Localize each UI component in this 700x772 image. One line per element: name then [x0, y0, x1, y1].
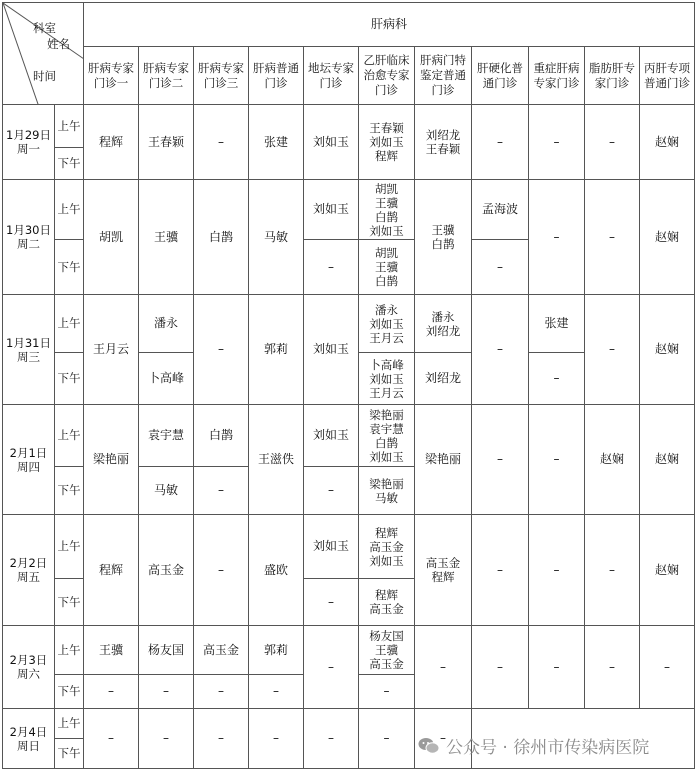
schedule-cell: –	[529, 626, 585, 709]
clinic-header: 地坛专家门诊	[304, 47, 359, 105]
corner-diagonals	[3, 3, 84, 105]
day-label: 2月3日 周六	[3, 626, 55, 709]
schedule-cell: 王春颖	[139, 105, 194, 180]
schedule-cell: 白鹊	[194, 180, 249, 295]
schedule-cell: 高玉金	[139, 515, 194, 626]
schedule-cell: 袁宇慧	[139, 405, 194, 467]
corner-time-label: 时间	[33, 69, 56, 83]
schedule-cell: 赵娴	[640, 515, 695, 626]
schedule-cell: –	[529, 180, 585, 295]
schedule-cell: –	[304, 240, 359, 295]
schedule-cell: 赵娴	[640, 105, 695, 180]
schedule-cell: 张建	[249, 105, 304, 180]
department-header: 肝病科	[84, 3, 695, 47]
schedule-cell: –	[415, 709, 472, 769]
schedule-cell: 郭莉	[249, 295, 304, 405]
schedule-cell: –	[139, 709, 194, 769]
schedule-cell: 梁艳丽 马敏	[359, 467, 415, 515]
schedule-cell: 赵娴	[585, 405, 640, 515]
schedule-cell: 王骥 白鹊	[415, 180, 472, 295]
schedule-cell: 刘绍龙 王春颖	[415, 105, 472, 180]
schedule-cell: 马敏	[139, 467, 194, 515]
schedule-cell: –	[304, 626, 359, 709]
schedule-cell: 王滋佚	[249, 405, 304, 515]
schedule-cell: –	[472, 626, 529, 709]
corner-name-label: 姓名	[47, 37, 70, 51]
schedule-cell: 赵娴	[640, 180, 695, 295]
clinic-header: 肝硬化普通门诊	[472, 47, 529, 105]
schedule-cell: –	[194, 515, 249, 626]
clinic-header: 肝病专家门诊二	[139, 47, 194, 105]
period-pm: 下午	[55, 467, 84, 515]
schedule-cell: –	[585, 295, 640, 405]
schedule-cell: 胡凯	[84, 180, 139, 295]
schedule-cell: –	[640, 626, 695, 709]
schedule-cell: –	[84, 675, 139, 709]
day-label: 2月1日 周四	[3, 405, 55, 515]
day-label: 2月2日 周五	[3, 515, 55, 626]
schedule-cell: –	[304, 709, 359, 769]
schedule-cell: –	[249, 709, 304, 769]
schedule-cell: –	[359, 675, 415, 709]
schedule-cell: 程辉 高玉金	[359, 579, 415, 626]
schedule-cell: –	[472, 405, 529, 515]
period-pm: 下午	[55, 240, 84, 295]
schedule-cell: –	[194, 675, 249, 709]
schedule-cell: –	[415, 626, 472, 709]
day-label: 1月30日 周二	[3, 180, 55, 295]
schedule-cell: 潘永 刘如玉 王月云	[359, 295, 415, 353]
schedule-cell: –	[585, 626, 640, 709]
period-am: 上午	[55, 405, 84, 467]
schedule-cell: –	[139, 675, 194, 709]
clinic-header: 重症肝病专家门诊	[529, 47, 585, 105]
schedule-cell: 高玉金	[194, 626, 249, 675]
schedule-cell: 马敏	[249, 180, 304, 295]
schedule-cell: –	[194, 295, 249, 405]
day-label: 1月31日 周三	[3, 295, 55, 405]
clinic-header: 肝病专家门诊一	[84, 47, 139, 105]
schedule-cell: –	[359, 709, 415, 769]
schedule-cell: 盛欧	[249, 515, 304, 626]
clinic-header: 肝病专家门诊三	[194, 47, 249, 105]
schedule-cell: 刘如玉	[304, 180, 359, 240]
schedule-cell: 刘如玉	[304, 295, 359, 405]
schedule-cell: –	[304, 467, 359, 515]
header-corner-cell	[3, 3, 84, 105]
schedule-cell: –	[194, 105, 249, 180]
schedule-cell: –	[472, 240, 529, 295]
day-label: 2月4日 周日	[3, 709, 55, 769]
schedule-cell: 高玉金 程辉	[415, 515, 472, 626]
schedule-cell: –	[194, 467, 249, 515]
schedule-cell: 梁艳丽	[415, 405, 472, 515]
schedule-cell: –	[585, 515, 640, 626]
wechat-icon	[418, 737, 440, 755]
clinic-header: 脂肪肝专家门诊	[585, 47, 640, 105]
schedule-cell: –	[84, 709, 139, 769]
schedule-cell: 王骥	[84, 626, 139, 675]
schedule-cell: 刘绍龙	[415, 353, 472, 405]
schedule-cell: 潘永 刘绍龙	[415, 295, 472, 353]
schedule-cell: 卜高峰	[139, 353, 194, 405]
schedule-cell: 刘如玉	[304, 515, 359, 579]
schedule-cell: 程辉	[84, 105, 139, 180]
clinic-header: 肝病门特鉴定普通门诊	[415, 47, 472, 105]
schedule-cell: 杨友国 王骥 高玉金	[359, 626, 415, 675]
corner-dept-label: 科室	[33, 21, 56, 35]
watermark	[418, 733, 649, 758]
period-am: 上午	[55, 626, 84, 675]
schedule-cell: 王春颖 刘如玉 程辉	[359, 105, 415, 180]
schedule-cell: –	[529, 405, 585, 515]
schedule-cell: 潘永	[139, 295, 194, 353]
schedule-cell: 孟海波	[472, 180, 529, 240]
schedule-cell: –	[472, 515, 529, 626]
schedule-cell: 刘如玉	[304, 405, 359, 467]
schedule-cell: –	[529, 515, 585, 626]
period-pm: 下午	[55, 675, 84, 709]
schedule-cell: –	[304, 579, 359, 626]
period-am: 上午	[55, 105, 84, 148]
schedule-cell: 梁艳丽	[84, 405, 139, 515]
schedule-cell: –	[529, 353, 585, 405]
schedule-cell: 赵娴	[640, 405, 695, 515]
schedule-cell: –	[529, 105, 585, 180]
schedule-cell: 郭莉	[249, 626, 304, 675]
period-am: 上午	[55, 709, 84, 739]
period-pm: 下午	[55, 739, 84, 769]
clinic-header: 肝病普通门诊	[249, 47, 304, 105]
schedule-cell: 卜高峰 刘如玉 王月云	[359, 353, 415, 405]
schedule-cell: 刘如玉	[304, 105, 359, 180]
schedule-cell: 胡凯 王骥 白鹊 刘如玉	[359, 180, 415, 240]
period-pm: 下午	[55, 353, 84, 405]
schedule-cell: –	[194, 709, 249, 769]
schedule-cell: 程辉	[84, 515, 139, 626]
day-label: 1月29日 周一	[3, 105, 55, 180]
schedule-cell: 张建	[529, 295, 585, 353]
watermark-text: 公众号 · 徐州市传染病医院	[446, 738, 650, 758]
schedule-cell: 梁艳丽 袁宇慧 白鹊 刘如玉	[359, 405, 415, 467]
clinic-header: 乙肝临床治愈专家门诊	[359, 47, 415, 105]
clinic-schedule-table	[2, 2, 695, 769]
clinic-header: 丙肝专项普通门诊	[640, 47, 695, 105]
period-am: 上午	[55, 295, 84, 353]
period-am: 上午	[55, 515, 84, 579]
schedule-cell: –	[585, 105, 640, 180]
schedule-cell: 胡凯 王骥 白鹊	[359, 240, 415, 295]
period-pm: 下午	[55, 148, 84, 180]
schedule-cell: –	[472, 105, 529, 180]
period-am: 上午	[55, 180, 84, 240]
schedule-cell: 白鹊	[194, 405, 249, 467]
schedule-cell: 程辉 高玉金 刘如玉	[359, 515, 415, 579]
period-pm: 下午	[55, 579, 84, 626]
schedule-cell: –	[585, 180, 640, 295]
schedule-cell: 赵娴	[640, 295, 695, 405]
schedule-cell: 王骥	[139, 180, 194, 295]
schedule-cell: –	[249, 675, 304, 709]
schedule-cell: 王月云	[84, 295, 139, 405]
schedule-cell: 杨友国	[139, 626, 194, 675]
schedule-cell: –	[472, 295, 529, 405]
